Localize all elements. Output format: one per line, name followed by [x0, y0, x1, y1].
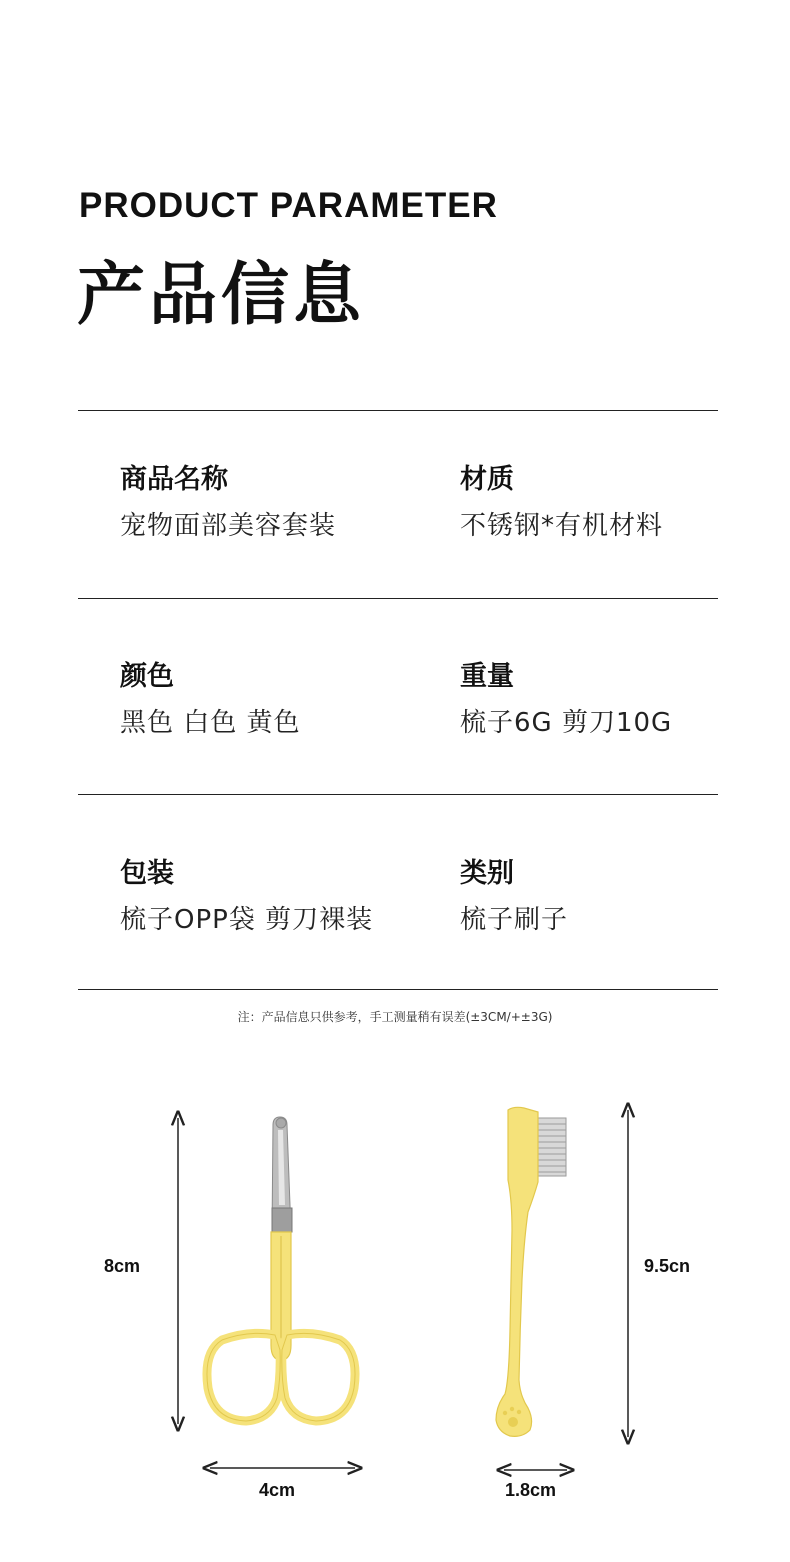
param-label: 包装: [120, 858, 174, 889]
param-weight: [460, 660, 672, 740]
scissors-width-label: 4cm: [259, 1480, 296, 1500]
param-label: 重量: [460, 661, 514, 692]
param-value: 黑色 白色 黄色: [120, 708, 301, 738]
scissors-height-label: 8cm: [104, 1256, 141, 1276]
param-category: [460, 857, 568, 937]
param-label: 商品名称: [120, 464, 228, 495]
comb-height-label: 9.5cn: [644, 1256, 691, 1276]
param-label: 材质: [460, 464, 514, 495]
param-color: [120, 660, 301, 740]
divider: [78, 598, 718, 599]
comb-image: [496, 1107, 566, 1436]
measurement-note: 注：产品信息只供参考，手工测量稍有误差(±3CM/+±3G): [237, 1010, 553, 1024]
title-english: PRODUCT PARAMETER: [79, 186, 498, 225]
param-value: 梳子6G 剪刀10G: [460, 708, 673, 738]
divider: [78, 410, 718, 411]
param-value: 梳子OPP袋 剪刀裸装: [120, 905, 374, 935]
scissors-image: [207, 1117, 355, 1421]
param-packaging: [120, 857, 373, 937]
comb-width-label: 1.8cm: [505, 1480, 557, 1500]
param-material: [460, 463, 663, 543]
param-label: 类别: [460, 858, 514, 889]
param-product-name: [120, 463, 336, 543]
divider: [78, 794, 718, 795]
product-illustration: [0, 1080, 790, 1562]
param-label: 颜色: [120, 661, 174, 692]
param-value: 不锈钢*有机材料: [460, 511, 664, 541]
title-chinese: 产品信息: [77, 256, 366, 335]
divider: [78, 989, 718, 990]
param-value: 宠物面部美容套装: [120, 511, 337, 541]
param-value: 梳子刷子: [460, 905, 569, 935]
